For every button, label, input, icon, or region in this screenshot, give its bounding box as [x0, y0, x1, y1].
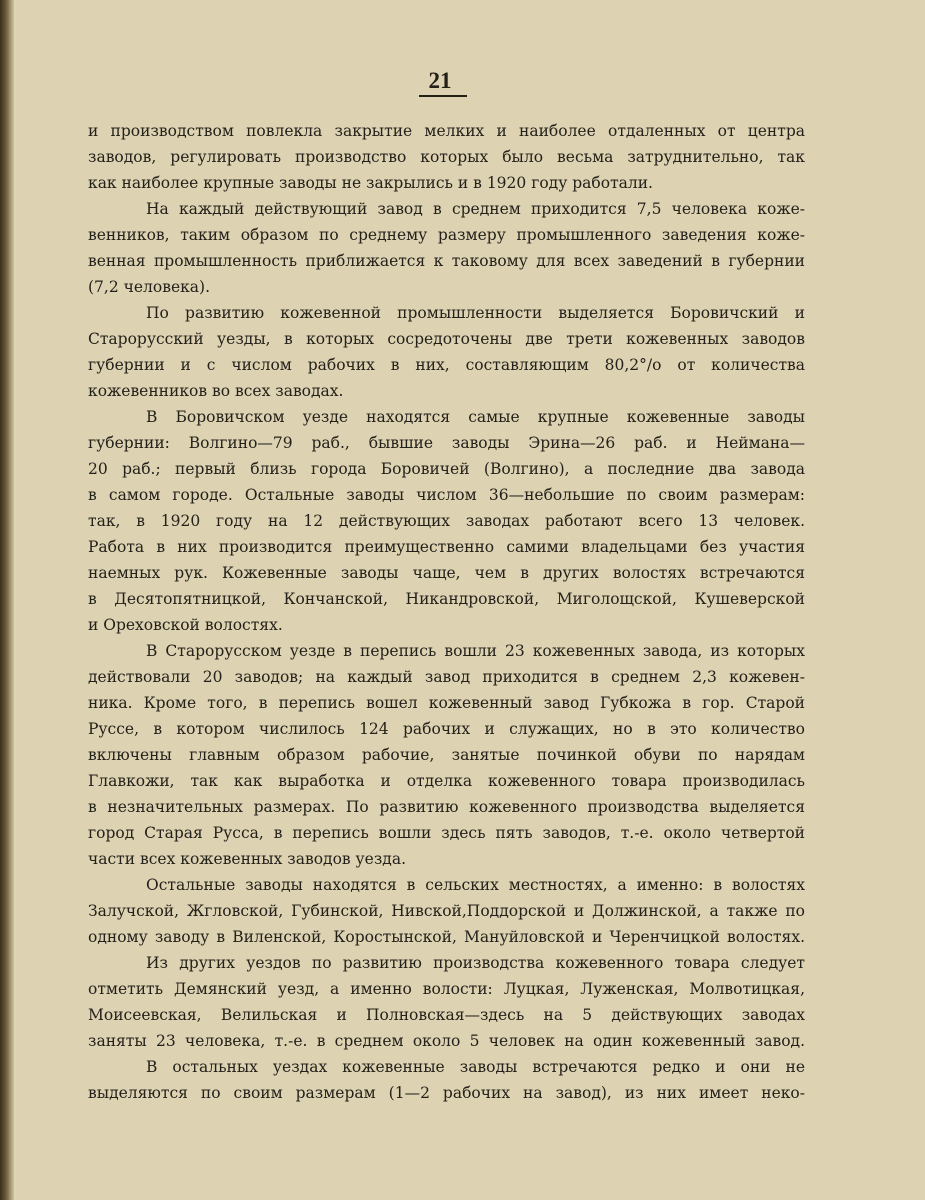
- page-number-underline: [419, 95, 467, 97]
- text-line: Главкожи, так как выработка и отделка кожевенного товара производилась: [88, 772, 805, 790]
- text-line: В Старорусском уезде в перепись вошли 23 кожевенных завода, из которых: [146, 642, 805, 660]
- text-line: так, в 1920 году на 12 действующих заводах работают всего 13 человек.: [88, 512, 805, 530]
- text-line: Залучской, Жгловской, Губинской, Нивской,Поддорской и Должинской, а также по: [88, 902, 805, 920]
- text-line: В Боровичском уезде находятся самые крупные кожевенные заводы: [146, 408, 805, 426]
- text-line: город Старая Русса, в перепись вошли здесь пять заводов, т.-е. около четвертой: [88, 824, 805, 842]
- text-line: Моисеевская, Велильская и Полновская—здесь на 5 действующих заводах: [88, 1006, 805, 1024]
- text-line: Старорусский уезды, в которых сосредоточены две трети кожевенных заводов: [88, 330, 805, 348]
- text-line: По развитию кожевенной промышленности выделяется Боровичский и: [146, 304, 805, 322]
- text-line: На каждый действующий завод в среднем приходится 7,5 человека коже-: [146, 200, 805, 218]
- text-line: кожевенников во всех заводах.: [88, 382, 344, 400]
- text-line: (7,2 человека).: [88, 278, 211, 296]
- text-line: в незначительных размерах. По развитию кожевенного производства выделяется: [88, 798, 805, 816]
- text-line: наемных рук. Кожевенные заводы чаще, чем в других волостях встречаются: [88, 564, 805, 582]
- page-binding-edge: [0, 0, 14, 1200]
- text-line: заводов, регулировать производство которых было весьма затруднительно, так: [88, 148, 805, 166]
- text-line: венников, таким образом по среднему размеру промышленного заведения коже-: [88, 226, 805, 244]
- text-line: выделяются по своим размерам (1—2 рабочих на завод), из них имеет неко-: [88, 1084, 805, 1102]
- text-line: Из других уездов по развитию производства кожевенного товара следует: [146, 954, 805, 972]
- text-line: Остальные заводы находятся в сельских местностях, а именно: в волостях: [146, 876, 805, 894]
- text-line: Работа в них производится преимущественно самими владельцами без участия: [88, 538, 805, 556]
- text-line: 20 раб.; первый близь города Боровичей (Волгино), а последние два завода: [88, 460, 805, 478]
- text-line: части всех кожевенных заводов уезда.: [88, 850, 407, 868]
- page-number: 21: [428, 68, 452, 93]
- text-line: и Ореховской волостях.: [88, 616, 283, 634]
- text-line: отметить Демянский уезд, а именно волости: Луцкая, Луженская, Молвотицкая,: [88, 980, 805, 998]
- text-line: ника. Кроме того, в перепись вошел кожевенный завод Губкожа в гор. Старой: [88, 694, 805, 712]
- text-line: в Десятопятницкой, Кончанской, Никандровской, Миголощской, Кушеверской: [88, 590, 805, 608]
- text-line: Руссе, в котором числилось 124 рабочих и служащих, но в это количество: [88, 720, 805, 738]
- text-line: В остальных уездах кожевенные заводы встречаются редко и они не: [146, 1058, 805, 1076]
- text-line: включены главным образом рабочие, занятые починкой обуви по нарядам: [88, 746, 805, 764]
- text-line: в самом городе. Остальные заводы числом 36—небольшие по своим размерам:: [88, 486, 805, 504]
- text-line: одному заводу в Виленской, Коростынской, Мануйловской и Черенчицкой волостях.: [88, 928, 805, 946]
- text-line: губернии: Волгино—79 раб., бывшие заводы Эрина—26 раб. и Неймана—: [88, 434, 805, 452]
- text-line: действовали 20 заводов; на каждый завод приходится в среднем 2,3 кожевен-: [88, 668, 805, 686]
- text-line: как наиболее крупные заводы не закрылись и в 1920 году работали.: [88, 174, 653, 192]
- text-line: губернии и с числом рабочих в них, составляющим 80,2°/o от количества: [88, 356, 805, 374]
- text-line: заняты 23 человека, т.-е. в среднем около 5 человек на один кожевенный завод.: [88, 1032, 805, 1050]
- text-line: и производством повлекла закрытие мелких и наиболее отдаленных от центра: [88, 122, 805, 140]
- text-line: венная промышленность приближается к таковому для всех заведений в губернии: [88, 252, 805, 270]
